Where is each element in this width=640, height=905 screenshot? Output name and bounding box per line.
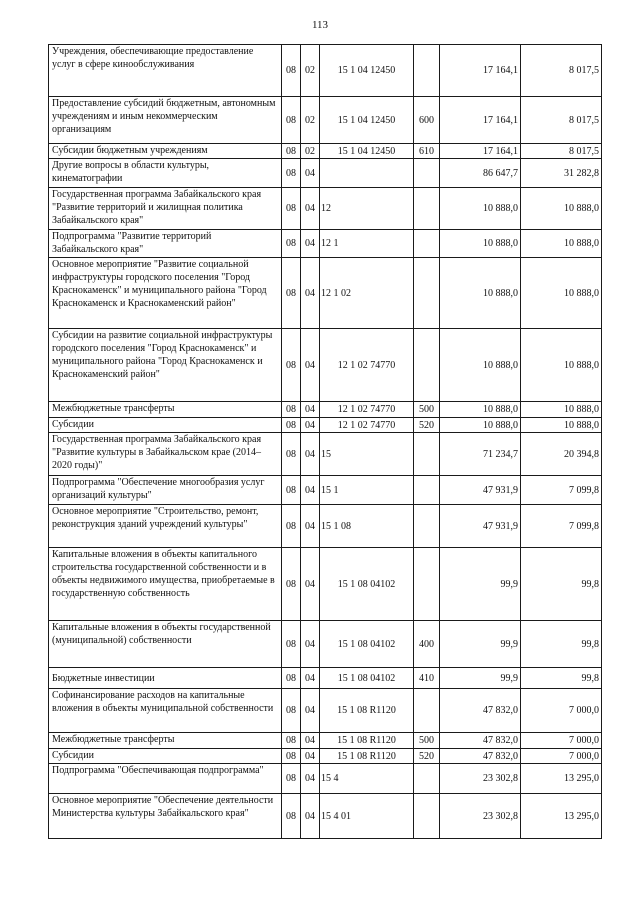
table-row: [49, 764, 602, 794]
row-name: Основное мероприятие "Строительство, ремонт, реконструкция зданий учреждений культуры": [49, 505, 282, 548]
table-row: [49, 159, 602, 188]
row-target-code: 12 1: [320, 230, 414, 258]
table-row: [49, 144, 602, 159]
row-subsection: 04: [301, 548, 320, 621]
row-target-code: 12 1 02 74770: [320, 329, 414, 402]
row-target-code: 15 1 08 04102: [320, 621, 414, 668]
row-subsection: 04: [301, 230, 320, 258]
row-section: 08: [282, 794, 301, 839]
row-expense-type: [414, 433, 440, 476]
row-section: 08: [282, 144, 301, 159]
row-subsection: 04: [301, 418, 320, 433]
table-row: [49, 621, 602, 668]
row-target-code: 15 1 04 12450: [320, 144, 414, 159]
row-target-code: 12 1 02 74770: [320, 402, 414, 418]
row-subsection: 04: [301, 188, 320, 230]
row-subsection: 04: [301, 733, 320, 749]
row-amount-2: 8 017,5: [521, 97, 602, 144]
row-amount-2: 7 000,0: [521, 733, 602, 749]
row-name: Субсидии на развитие социальной инфраструктуры городского поселения "Город Краснокаменск" и муниципального района "Город Краснокаменск и Краснокаменский район": [49, 329, 282, 402]
row-section: 08: [282, 733, 301, 749]
row-amount-2: 8 017,5: [521, 144, 602, 159]
row-amount-2: 7 000,0: [521, 749, 602, 764]
row-amount-2: 13 295,0: [521, 794, 602, 839]
row-expense-type: [414, 548, 440, 621]
row-amount-2: 20 394,8: [521, 433, 602, 476]
row-expense-type: 520: [414, 749, 440, 764]
row-name: Государственная программа Забайкальского края "Развитие территорий и жилищная политика Забайкальского края": [49, 188, 282, 230]
row-name: Капитальные вложения в объекты государственной (муниципальной) собственности: [49, 621, 282, 668]
row-section: 08: [282, 689, 301, 733]
row-amount-1: 10 888,0: [440, 230, 521, 258]
row-target-code: 15 4 01: [320, 794, 414, 839]
row-subsection: 02: [301, 97, 320, 144]
table-row: [49, 329, 602, 402]
table-row: [49, 418, 602, 433]
row-amount-2: 10 888,0: [521, 258, 602, 329]
row-name: Подпрограмма "Обеспечивающая подпрограмма": [49, 764, 282, 794]
row-name: Предоставление субсидий бюджетным, автономным учреждениям и иным некоммерческим организациям: [49, 97, 282, 144]
row-section: 08: [282, 668, 301, 689]
row-name: Субсидии бюджетным учреждениям: [49, 144, 282, 159]
row-target-code: 12 1 02 74770: [320, 418, 414, 433]
row-section: 08: [282, 159, 301, 188]
row-target-code: 15: [320, 433, 414, 476]
row-amount-1: 10 888,0: [440, 418, 521, 433]
row-section: 08: [282, 505, 301, 548]
row-section: 08: [282, 402, 301, 418]
row-subsection: 04: [301, 258, 320, 329]
row-expense-type: [414, 45, 440, 97]
row-target-code: 15 1 08 R1120: [320, 689, 414, 733]
table-row: [49, 45, 602, 97]
row-subsection: 04: [301, 794, 320, 839]
row-name: Подпрограмма "Развитие территорий Забайкальского края": [49, 230, 282, 258]
row-amount-1: 10 888,0: [440, 329, 521, 402]
row-amount-2: 13 295,0: [521, 764, 602, 794]
row-section: 08: [282, 97, 301, 144]
row-amount-1: 17 164,1: [440, 97, 521, 144]
row-subsection: 04: [301, 159, 320, 188]
row-amount-1: 47 832,0: [440, 749, 521, 764]
row-amount-2: 10 888,0: [521, 402, 602, 418]
table-row: [49, 749, 602, 764]
row-section: 08: [282, 433, 301, 476]
row-target-code: 12: [320, 188, 414, 230]
table-row: [49, 668, 602, 689]
row-subsection: 04: [301, 433, 320, 476]
table-row: [49, 402, 602, 418]
row-subsection: 04: [301, 749, 320, 764]
row-section: 08: [282, 476, 301, 505]
table-row: [49, 230, 602, 258]
row-section: 08: [282, 45, 301, 97]
row-subsection: 04: [301, 689, 320, 733]
row-target-code: 15 1 08 04102: [320, 548, 414, 621]
row-amount-1: 47 832,0: [440, 733, 521, 749]
row-subsection: 04: [301, 505, 320, 548]
row-amount-1: 10 888,0: [440, 402, 521, 418]
row-expense-type: [414, 505, 440, 548]
table-row: [49, 794, 602, 839]
row-name: Субсидии: [49, 749, 282, 764]
row-name: Софинансирование расходов на капитальные вложения в объекты муниципальной собственности: [49, 689, 282, 733]
row-amount-2: 8 017,5: [521, 45, 602, 97]
row-name: Основное мероприятие "Обеспечение деятельности Министерства культуры Забайкальского края": [49, 794, 282, 839]
row-amount-2: 7 000,0: [521, 689, 602, 733]
row-expense-type: [414, 794, 440, 839]
row-amount-2: 10 888,0: [521, 230, 602, 258]
row-subsection: 04: [301, 621, 320, 668]
row-amount-2: 7 099,8: [521, 505, 602, 548]
row-section: 08: [282, 621, 301, 668]
row-amount-2: 10 888,0: [521, 188, 602, 230]
row-amount-1: 99,9: [440, 621, 521, 668]
row-section: 08: [282, 749, 301, 764]
table-row: [49, 548, 602, 621]
row-target-code: 15 1 08: [320, 505, 414, 548]
row-expense-type: [414, 329, 440, 402]
row-expense-type: 500: [414, 733, 440, 749]
row-section: 08: [282, 764, 301, 794]
row-amount-1: 99,9: [440, 548, 521, 621]
row-section: 08: [282, 548, 301, 621]
row-amount-1: 23 302,8: [440, 794, 521, 839]
row-amount-1: 23 302,8: [440, 764, 521, 794]
row-subsection: 04: [301, 764, 320, 794]
row-amount-1: 47 832,0: [440, 689, 521, 733]
table-row: [49, 733, 602, 749]
row-expense-type: 600: [414, 97, 440, 144]
row-target-code: 15 1: [320, 476, 414, 505]
row-subsection: 04: [301, 329, 320, 402]
table-row: [49, 505, 602, 548]
row-name: Основное мероприятие "Развитие социальной инфраструктуры городского поселения "Город Краснокаменск" и муниципального района "Город Краснокаменск и Краснокаменский район": [49, 258, 282, 329]
row-amount-1: 10 888,0: [440, 258, 521, 329]
row-amount-1: 47 931,9: [440, 476, 521, 505]
table-row: [49, 433, 602, 476]
row-section: 08: [282, 329, 301, 402]
row-amount-1: 47 931,9: [440, 505, 521, 548]
row-name: Межбюджетные трансферты: [49, 402, 282, 418]
row-expense-type: [414, 258, 440, 329]
row-amount-1: 86 647,7: [440, 159, 521, 188]
row-subsection: 04: [301, 476, 320, 505]
budget-table: [48, 44, 602, 839]
row-section: 08: [282, 230, 301, 258]
row-amount-2: 99,8: [521, 668, 602, 689]
row-name: Подпрограмма "Обеспечение многообразия услуг организаций культуры": [49, 476, 282, 505]
row-subsection: 04: [301, 402, 320, 418]
row-expense-type: [414, 159, 440, 188]
row-amount-2: 31 282,8: [521, 159, 602, 188]
row-target-code: 12 1 02: [320, 258, 414, 329]
row-amount-2: 10 888,0: [521, 329, 602, 402]
row-expense-type: 500: [414, 402, 440, 418]
table-row: [49, 188, 602, 230]
table-row: [49, 476, 602, 505]
row-target-code: 15 4: [320, 764, 414, 794]
row-target-code: 15 1 04 12450: [320, 97, 414, 144]
row-amount-2: 10 888,0: [521, 418, 602, 433]
row-section: 08: [282, 258, 301, 329]
row-amount-1: 71 234,7: [440, 433, 521, 476]
row-amount-2: 99,8: [521, 621, 602, 668]
row-name: Межбюджетные трансферты: [49, 733, 282, 749]
row-expense-type: 610: [414, 144, 440, 159]
table-row: [49, 689, 602, 733]
table-row: [49, 258, 602, 329]
row-expense-type: 400: [414, 621, 440, 668]
row-amount-2: 99,8: [521, 548, 602, 621]
row-target-code: 15 1 08 R1120: [320, 733, 414, 749]
row-amount-2: 7 099,8: [521, 476, 602, 505]
row-name: Государственная программа Забайкальского края "Развитие культуры в Забайкальском крае (2014–2020 годы)": [49, 433, 282, 476]
row-amount-1: 10 888,0: [440, 188, 521, 230]
row-name: Другие вопросы в области культуры, кинематографии: [49, 159, 282, 188]
row-name: Капитальные вложения в объекты капитального строительства государственной собственности и в объекты недвижимого имущества, приобретаемые в государственную собственность: [49, 548, 282, 621]
row-section: 08: [282, 418, 301, 433]
row-expense-type: [414, 476, 440, 505]
row-target-code: 15 1 04 12450: [320, 45, 414, 97]
row-expense-type: [414, 230, 440, 258]
row-target-code: [320, 159, 414, 188]
row-name: Учреждения, обеспечивающие предоставление услуг в сфере кинообслуживания: [49, 45, 282, 97]
row-section: 08: [282, 188, 301, 230]
row-expense-type: 520: [414, 418, 440, 433]
row-expense-type: [414, 188, 440, 230]
row-amount-1: 99,9: [440, 668, 521, 689]
row-name: Бюджетные инвестиции: [49, 668, 282, 689]
row-expense-type: [414, 764, 440, 794]
row-expense-type: [414, 689, 440, 733]
row-amount-1: 17 164,1: [440, 45, 521, 97]
row-subsection: 04: [301, 668, 320, 689]
row-amount-1: 17 164,1: [440, 144, 521, 159]
table-body: [49, 45, 602, 839]
row-subsection: 02: [301, 144, 320, 159]
page-number: 113: [311, 19, 329, 31]
row-expense-type: 410: [414, 668, 440, 689]
row-target-code: 15 1 08 R1120: [320, 749, 414, 764]
table-row: [49, 97, 602, 144]
row-target-code: 15 1 08 04102: [320, 668, 414, 689]
row-name: Субсидии: [49, 418, 282, 433]
row-subsection: 02: [301, 45, 320, 97]
